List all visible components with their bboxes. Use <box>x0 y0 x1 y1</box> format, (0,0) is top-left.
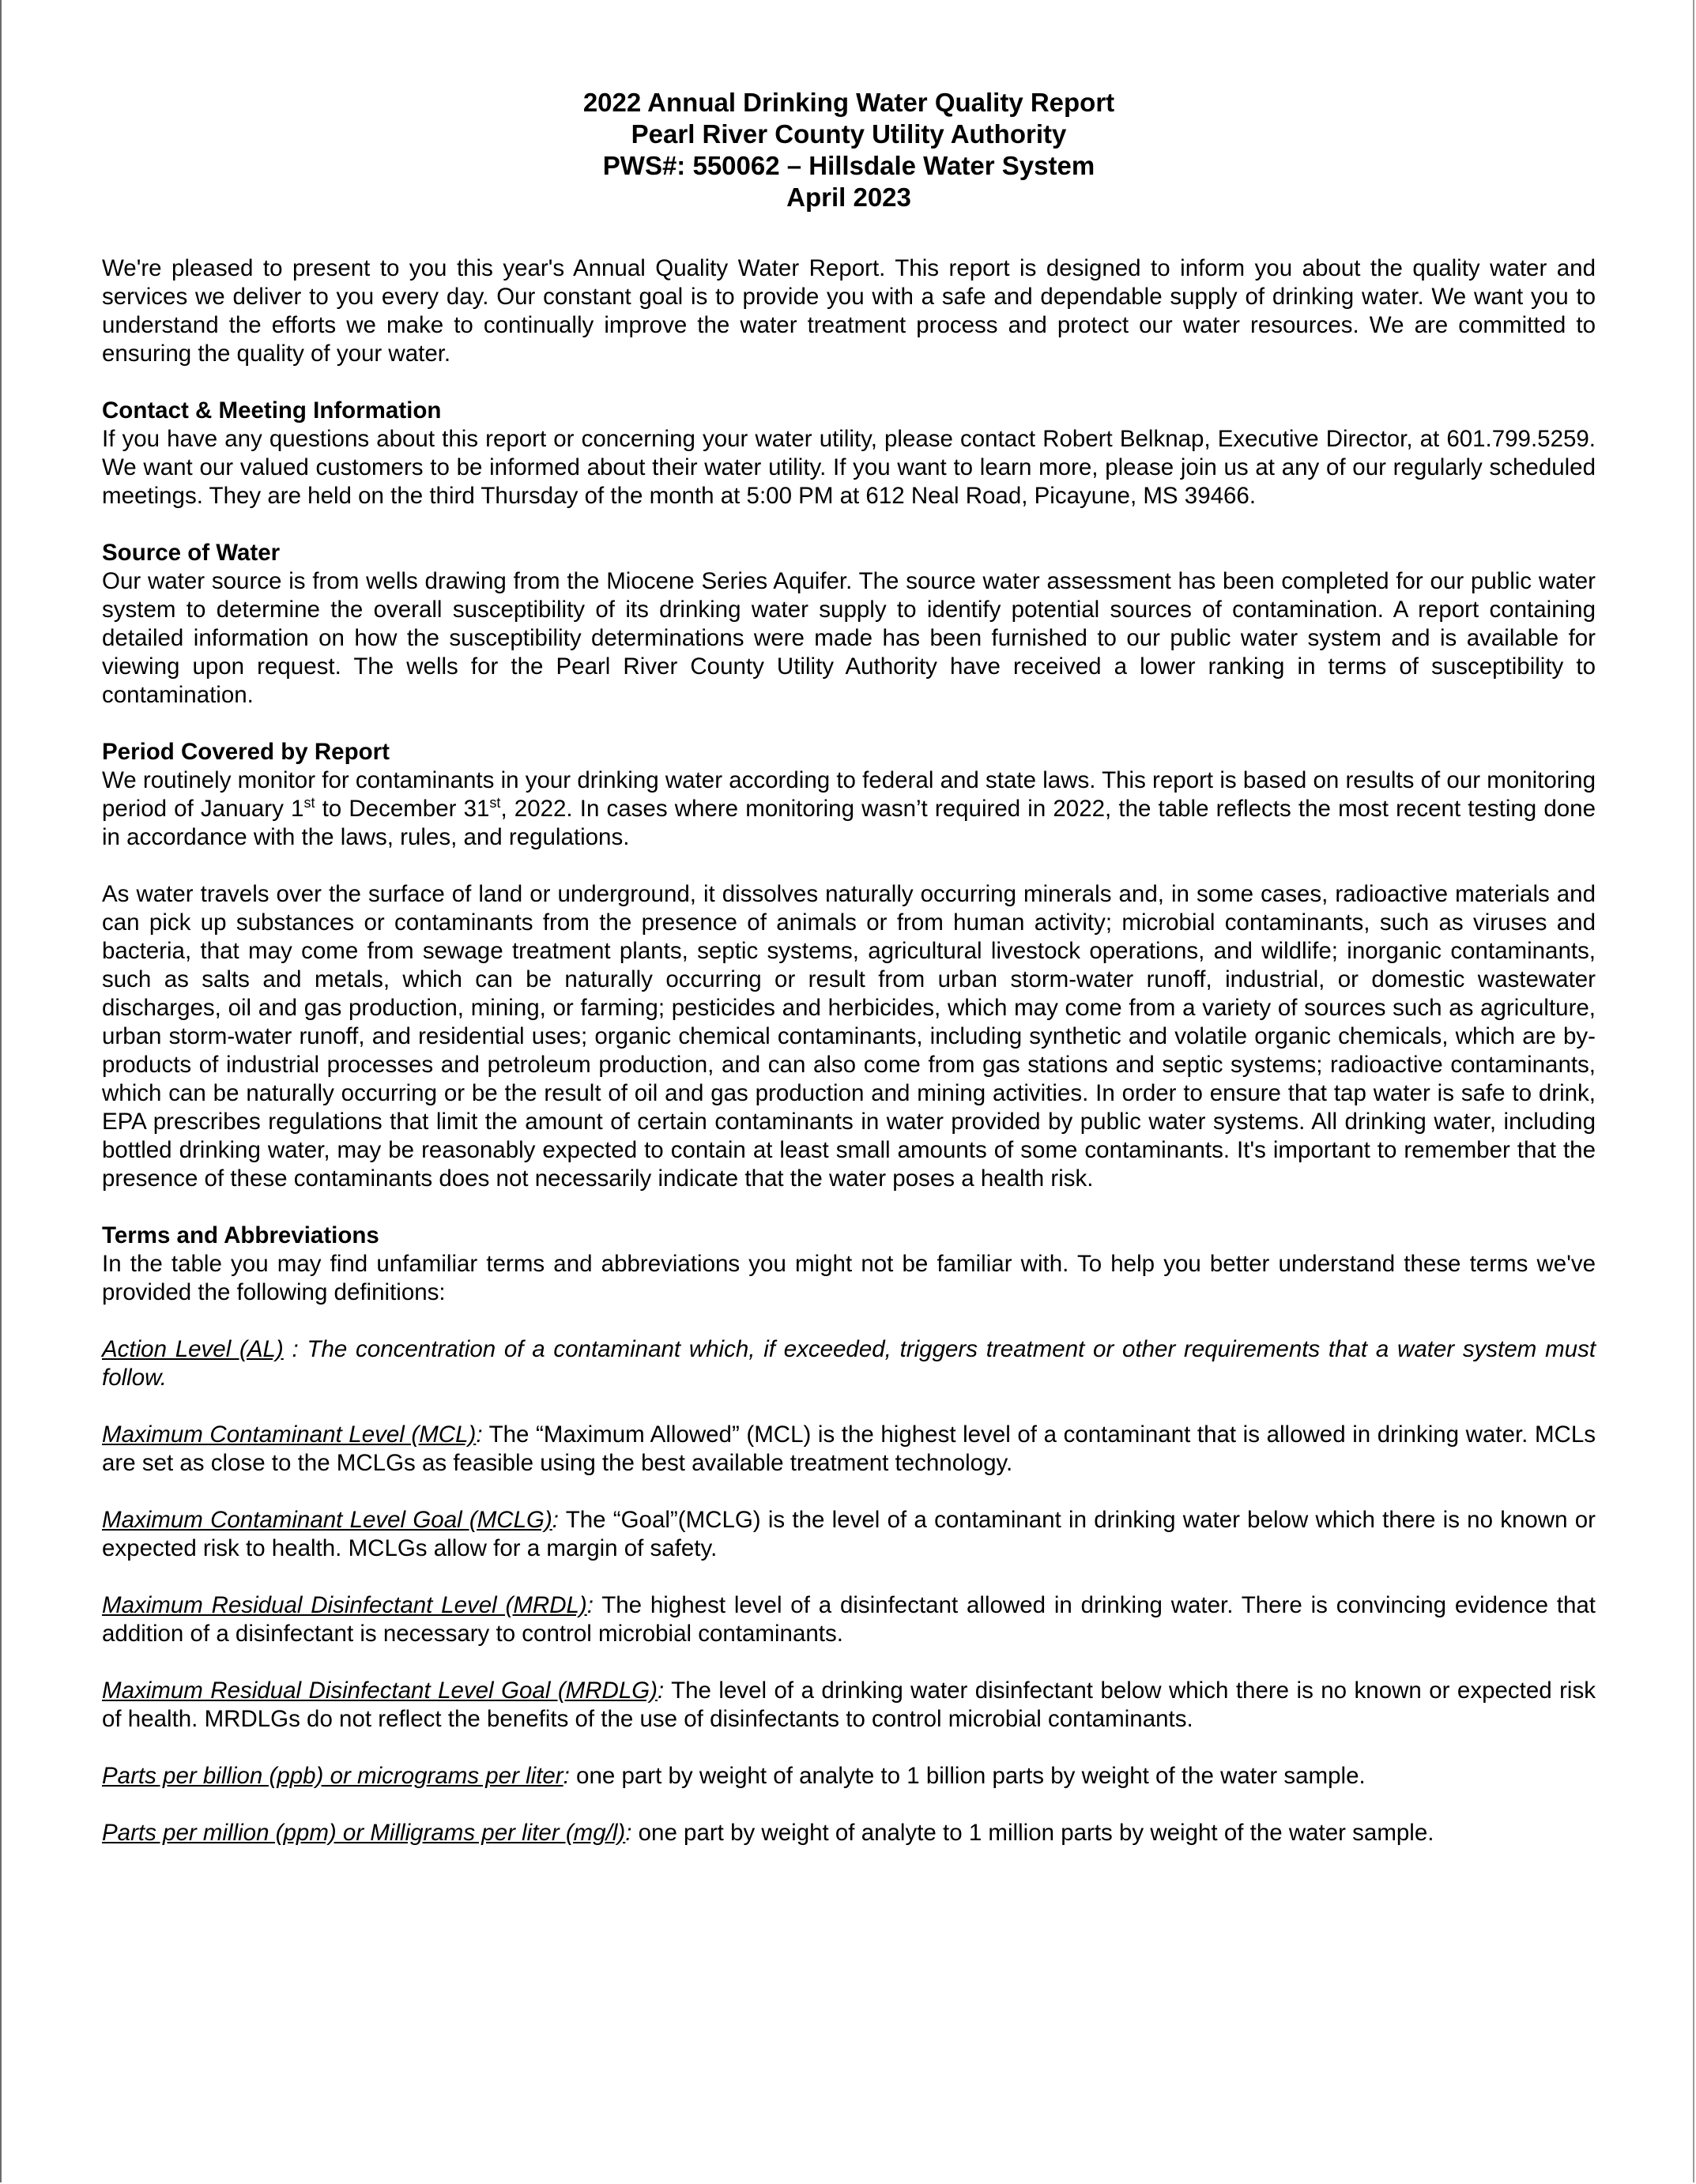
definition-sep: : <box>586 1592 594 1618</box>
definition-sep: : <box>563 1763 570 1789</box>
system-id: PWS#: 550062 – Hillsdale Water System <box>602 151 1095 180</box>
document-content <box>102 87 1596 1876</box>
contact-section <box>102 397 1596 510</box>
source-text: Our water source is from wells drawing from the Miocene Series Aquifer. The source water assessment has been completed for our public water system to determine the overall susceptibility of its drinking water supply to identify potential sources of contamination. A report containing detailed information on how the susceptibility determinations were made has been furnished to our public water system and is available for viewing upon request. The wells for the Pearl River County Utility Authority have received a lower ranking in terms of susceptibility to contamination. <box>102 568 1596 708</box>
definition-text: The level of a drinking water disinfectant below which there is no known or expected risk of health. MRDLGs do not reflect the benefits of the use of disinfectants to control microbial contaminants. <box>102 1678 1596 1732</box>
terms-heading: Terms and Abbreviations <box>102 1222 379 1248</box>
contaminants-paragraph: As water travels over the surface of land or underground, it dissolves naturally occurring minerals and, in some cases, radioactive materials and can pick up substances or contaminants from the presence of animals or from human activity; microbial contaminants, such as viruses and bacteria, that may come from sewage treatment plants, septic systems, agricultural livestock operations, and wildlife; inorganic contaminants, such as salts and metals, which can be naturally occurring or result from urban storm-water runoff, industrial, or domestic wastewater discharges, oil and gas production, mining, or farming; pesticides and herbicides, which may come from a variety of sources such as agriculture, urban storm-water runoff, and residential uses; organic chemical contaminants, including synthetic and volatile organic chemicals, which are by-products of industrial processes and petroleum production, and can also come from gas stations and septic systems; radioactive contaminants, which can be naturally occurring or be the result of oil and gas production and mining activities. In order to ensure that tap water is safe to drink, EPA prescribes regulations that limit the amount of certain contaminants in water provided by public water systems. All drinking water, including bottled drinking water, may be reasonably expected to contain at least small amounts of some contaminants. It's important to remember that the presence of these contaminants does not necessarily indicate that the water poses a health risk. <box>102 881 1596 1192</box>
source-section <box>102 539 1596 710</box>
report-title: 2022 Annual Drinking Water Quality Report <box>582 88 1115 117</box>
period-section <box>102 738 1596 852</box>
definition-term: Maximum Contaminant Level Goal (MCLG) <box>102 1507 552 1533</box>
definition-item <box>102 1819 1596 1847</box>
terms-section <box>102 1222 1596 1307</box>
report-header <box>102 87 1596 213</box>
definition-term: Parts per million (ppm) or Milligrams per liter (mg/l) <box>102 1820 626 1846</box>
period-text-c: , 2022. In cases where monitoring wasn’t required in 2022, the table reflects the most recent testing done in accordance with the laws, rules, and regulations. <box>102 796 1596 850</box>
period-text-b: to December 31 <box>315 796 490 822</box>
definition-item <box>102 1506 1596 1563</box>
definition-text: one part by weight of analyte to 1 billion parts by weight of the water sample. <box>569 1763 1366 1789</box>
definition-item <box>102 1591 1596 1648</box>
definition-term: Action Level (AL) <box>102 1336 284 1362</box>
definition-sep: : <box>283 1336 307 1362</box>
definition-term: Parts per billion (ppb) or micrograms per liter <box>102 1763 563 1789</box>
source-heading: Source of Water <box>102 540 281 566</box>
terms-text: In the table you may find unfamiliar terms and abbreviations you might not be familiar with. To help you better understand these terms we've provided the following definitions: <box>102 1251 1596 1305</box>
utility-name: Pearl River County Utility Authority <box>631 119 1067 149</box>
definition-term: Maximum Contaminant Level (MCL) <box>102 1421 477 1448</box>
definition-text: The “Goal”(MCLG) is the level of a contaminant in drinking water below which there is no known or expected risk to health. MCLGs allow for a margin of safety. <box>102 1507 1596 1561</box>
contact-heading: Contact & Meeting Information <box>102 397 442 424</box>
definition-text: The “Maximum Allowed” (MCL) is the highest level of a contaminant that is allowed in drinking water. MCLs are set as close to the MCLGs as feasible using the best available treatment technology. <box>102 1421 1596 1476</box>
definition-sep: : <box>625 1820 632 1846</box>
definition-item <box>102 1421 1596 1478</box>
period-sup-b: st <box>489 795 501 811</box>
definition-sep: : <box>476 1421 483 1448</box>
definition-item <box>102 1677 1596 1734</box>
definition-text: The highest level of a disinfectant allowed in drinking water. There is convincing evidence that addition of a disinfectant is necessary to control microbial contaminants. <box>102 1592 1596 1647</box>
definition-item <box>102 1762 1596 1791</box>
definition-item <box>102 1335 1596 1392</box>
period-sup-a: st <box>303 795 315 811</box>
definition-text: one part by weight of analyte to 1 million parts by weight of the water sample. <box>631 1820 1434 1846</box>
definition-sep: : <box>658 1678 665 1704</box>
definition-text: The concentration of a contaminant which, if exceeded, triggers treatment or other requirements that a water system must follow. <box>102 1336 1596 1391</box>
definition-term: Maximum Residual Disinfectant Level Goal (MRDLG) <box>102 1678 658 1704</box>
report-date: April 2023 <box>786 183 911 212</box>
definition-sep: : <box>552 1507 559 1533</box>
definition-term: Maximum Residual Disinfectant Level (MRDL) <box>102 1592 587 1618</box>
contact-text: If you have any questions about this report or concerning your water utility, please contact Robert Belknap, Executive Director, at 601.799.5259. We want our valued customers to be informed about their water utility. If you want to learn more, please join us at any of our regularly scheduled meetings. They are held on the third Thursday of the month at 5:00 PM at 612 Neal Road, Picayune, MS 39466. <box>102 426 1596 509</box>
period-text-a: We routinely monitor for contaminants in your drinking water according to federal and state laws. This report is based on results of our monitoring period of January 1 <box>102 767 1596 822</box>
intro-paragraph: We're pleased to present to you this year's Annual Quality Water Report. This report is designed to inform you about the quality water and services we deliver to you every day. Our constant goal is to provide you with a safe and dependable supply of drinking water. We want you to understand the efforts we make to continually improve the water treatment process and protect our water resources. We are committed to ensuring the quality of your water. <box>102 255 1596 367</box>
period-heading: Period Covered by Report <box>102 739 390 765</box>
